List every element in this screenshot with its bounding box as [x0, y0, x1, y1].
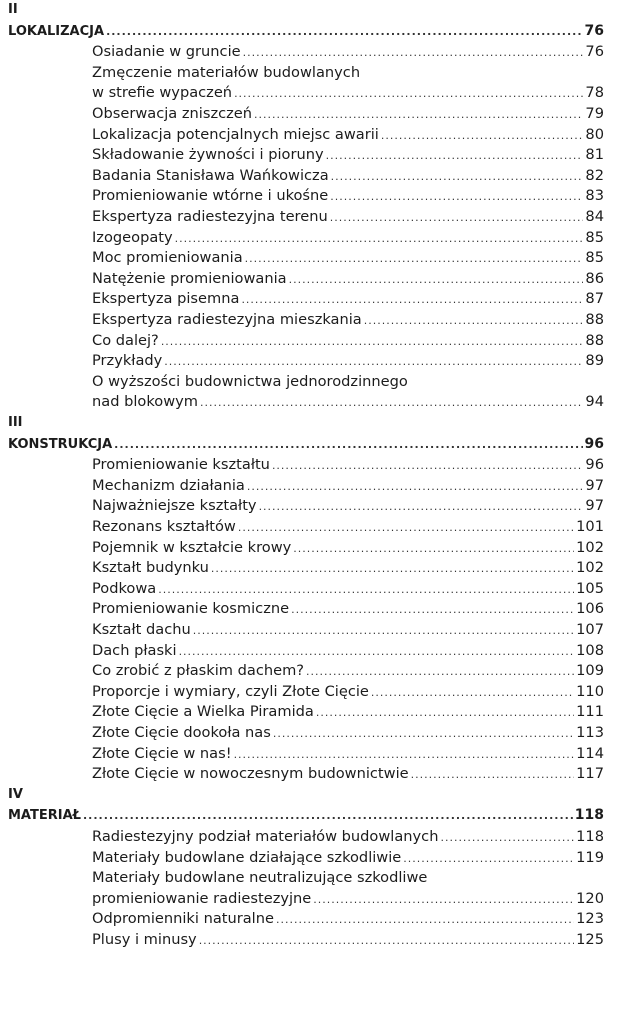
- entry-title: Materiały budowlane działające szkodliwie: [92, 848, 402, 866]
- toc-entry: [92, 84, 604, 104]
- entry-title: Materiały budowlane neutralizujące szkodliwe: [92, 869, 428, 887]
- entry-title: IV: [8, 786, 23, 802]
- entry-title: Co zrobić z płaskim dachem?: [92, 662, 305, 680]
- entry-title: Badania Stanisława Wańkowicza: [92, 166, 329, 184]
- toc-entry: [92, 621, 604, 641]
- entry-title: Zmęczenie materiałów budowlanych: [92, 63, 361, 81]
- page-number: 106: [576, 600, 604, 618]
- toc-entry: [92, 270, 604, 290]
- entry-title: O wyższości budownictwa jednorodzinnego: [92, 372, 408, 390]
- entry-title: Ekspertyza radiestezyjna terenu: [92, 208, 328, 225]
- dot-leader: [254, 108, 583, 121]
- page-number: 83: [585, 187, 604, 205]
- toc-entry-continued: [92, 373, 408, 393]
- dot-leader: [293, 542, 574, 555]
- entry-title: Złote Cięcie dookoła nas: [92, 724, 271, 741]
- dot-leader: [331, 170, 584, 183]
- page-number: 85: [585, 228, 604, 246]
- toc-entry: [92, 580, 604, 600]
- page-number: 82: [585, 166, 604, 184]
- entry-title: Natężenie promieniowania: [92, 269, 287, 287]
- dot-leader: [179, 645, 575, 658]
- dot-leader: [175, 232, 584, 245]
- toc-entry: [92, 539, 604, 559]
- dot-leader: [199, 934, 574, 947]
- page-number: 118: [574, 807, 604, 824]
- page-number: 111: [576, 703, 604, 721]
- page-number: 85: [585, 249, 604, 267]
- toc-entry: [92, 393, 604, 413]
- page-number: 87: [585, 290, 604, 308]
- entry-title: Złote Cięcie w nowoczesnym budownictwie: [92, 765, 409, 783]
- dot-leader: [164, 355, 583, 368]
- dot-leader: [440, 831, 574, 844]
- dot-leader: [245, 252, 584, 265]
- dot-leader: [276, 913, 574, 926]
- dot-leader: [83, 809, 573, 822]
- toc-entry-continued: [92, 64, 360, 84]
- toc-entry: [92, 208, 604, 228]
- page-number: 84: [585, 208, 604, 225]
- page-number: 123: [576, 910, 604, 928]
- page-number: 94: [585, 393, 604, 411]
- entry-title: Ekspertyza pisemna: [92, 290, 240, 308]
- dot-leader: [330, 190, 583, 203]
- entry-title: w strefie wypaczeń: [92, 84, 233, 102]
- dot-leader: [114, 438, 582, 451]
- chapter-heading: [8, 807, 604, 827]
- toc-entry: [92, 290, 604, 310]
- entry-title: promieniowanie radiestezyjne: [92, 889, 312, 907]
- dot-leader: [211, 562, 574, 575]
- entry-title: Składowanie żywności i pioruny: [92, 146, 324, 164]
- page-number: 89: [585, 352, 604, 370]
- toc-entry: [92, 890, 604, 910]
- page-number: 110: [576, 682, 604, 700]
- page-number: 108: [576, 641, 604, 659]
- entry-title: Przykłady: [92, 352, 163, 370]
- dot-leader: [411, 768, 575, 781]
- page-number: 107: [576, 621, 604, 638]
- entry-title: Moc promieniowania: [92, 249, 243, 267]
- toc-entry: [92, 745, 604, 765]
- entry-title: Promieniowanie wtórne i ukośne: [92, 187, 329, 205]
- dot-leader: [330, 211, 584, 224]
- entry-title: Rezonans kształtów: [92, 518, 236, 535]
- entry-title: Plusy i minusy: [92, 931, 197, 948]
- page-number: 86: [585, 269, 604, 287]
- page-number: 119: [576, 848, 604, 866]
- entry-title: Podkowa: [92, 579, 157, 597]
- entry-title: Kształt dachu: [92, 621, 191, 638]
- dot-leader: [289, 273, 584, 286]
- dot-leader: [106, 25, 582, 38]
- chapter-title: KONSTRUKCJA: [8, 436, 113, 452]
- toc-entry: [92, 724, 604, 744]
- toc-entry: [92, 703, 604, 723]
- dot-leader: [243, 46, 584, 59]
- dot-leader: [381, 129, 584, 142]
- entry-title: Promieniowanie kosmiczne: [92, 600, 290, 618]
- toc-entry: [92, 43, 604, 63]
- entry-title: Osiadanie w gruncie: [92, 43, 241, 61]
- toc-entry-continued: [92, 869, 427, 889]
- page-number: 109: [576, 662, 604, 680]
- page-number: 117: [576, 765, 604, 783]
- toc-entry: [92, 910, 604, 930]
- entry-title: Złote Cięcie a Wielka Piramida: [92, 703, 314, 721]
- toc-entry: [92, 662, 604, 682]
- page-number: 125: [576, 931, 604, 948]
- dot-leader: [306, 665, 574, 678]
- entry-title: Ekspertyza radiestezyjna mieszkania: [92, 311, 362, 328]
- dot-leader: [316, 706, 574, 719]
- dot-leader: [247, 480, 584, 493]
- entry-title: Obserwacja zniszczeń: [92, 105, 253, 122]
- entry-title: II: [8, 2, 18, 17]
- toc-entry: [92, 931, 604, 951]
- dot-leader: [272, 459, 583, 472]
- toc-entry: [92, 849, 604, 869]
- page-number: 120: [576, 889, 604, 907]
- toc-entry: [92, 456, 604, 476]
- chapter-title: LOKALIZACJA: [8, 23, 105, 39]
- page-number: 114: [576, 744, 604, 762]
- toc-entry: [92, 518, 604, 538]
- page-number: 96: [585, 456, 604, 474]
- dot-leader: [234, 748, 575, 761]
- toc-entry: [92, 477, 604, 497]
- page-number: 97: [585, 497, 604, 515]
- page-number: 88: [585, 331, 604, 349]
- toc-entry: [92, 332, 604, 352]
- part-numeral: [8, 2, 18, 22]
- page-number: 101: [576, 518, 604, 535]
- dot-leader: [326, 149, 584, 162]
- part-numeral: [8, 415, 23, 435]
- page-number: 102: [576, 538, 604, 556]
- toc-entry: [92, 600, 604, 620]
- page-number: 118: [576, 828, 604, 845]
- entry-title: III: [8, 415, 23, 430]
- entry-title: Pojemnik w kształcie krowy: [92, 538, 292, 556]
- toc-entry: [92, 642, 604, 662]
- dot-leader: [273, 727, 574, 740]
- page-number: 97: [585, 476, 604, 494]
- toc-entry: [92, 497, 604, 517]
- page-number: 96: [584, 435, 604, 452]
- dot-leader: [371, 686, 574, 699]
- toc-entry: [92, 105, 604, 125]
- entry-title: Kształt budynku: [92, 559, 209, 577]
- page-number: 76: [584, 22, 604, 39]
- dot-leader: [234, 87, 583, 100]
- part-numeral: [8, 787, 23, 807]
- entry-title: Co dalej?: [92, 331, 159, 349]
- toc-entry: [92, 559, 604, 579]
- page-number: 78: [585, 84, 604, 102]
- toc-entry: [92, 146, 604, 166]
- page-number: 81: [585, 146, 604, 164]
- page-number: 88: [585, 311, 604, 328]
- entry-title: Proporcje i wymiary, czyli Złote Cięcie: [92, 682, 369, 700]
- page-number: 79: [585, 105, 604, 122]
- toc-entry: [92, 167, 604, 187]
- page-number: 105: [576, 579, 604, 597]
- dot-leader: [313, 893, 574, 906]
- dot-leader: [403, 852, 574, 865]
- page-number: 76: [585, 43, 604, 61]
- chapter-heading: [8, 436, 604, 456]
- dot-leader: [200, 396, 583, 409]
- toc-entry: [92, 765, 604, 785]
- dot-leader: [238, 521, 574, 534]
- page-number: 80: [585, 125, 604, 143]
- dot-leader: [161, 335, 584, 348]
- toc-entry: [92, 352, 604, 372]
- dot-leader: [259, 500, 584, 513]
- toc-entry: [92, 683, 604, 703]
- toc-entry: [92, 249, 604, 269]
- entry-title: Izogeopaty: [92, 228, 173, 246]
- dot-leader: [158, 583, 574, 596]
- toc-entry: [92, 229, 604, 249]
- entry-title: nad blokowym: [92, 393, 198, 411]
- entry-title: Złote Cięcie w nas!: [92, 744, 232, 762]
- toc-entry: [92, 126, 604, 146]
- entry-title: Promieniowanie kształtu: [92, 456, 270, 474]
- entry-title: Mechanizm działania: [92, 476, 245, 494]
- page-number: 102: [576, 559, 604, 577]
- toc-entry: [92, 187, 604, 207]
- entry-title: Radiestezyjny podział materiałów budowlanych: [92, 828, 439, 845]
- dot-leader: [193, 624, 574, 637]
- entry-title: Odpromienniki naturalne: [92, 910, 274, 928]
- dot-leader: [241, 293, 583, 306]
- toc-entry: [92, 311, 604, 331]
- dot-leader: [291, 603, 574, 616]
- toc-entry: [92, 828, 604, 848]
- page-number: 113: [576, 724, 604, 741]
- entry-title: Lokalizacja potencjalnych miejsc awarii: [92, 125, 379, 143]
- entry-title: Najważniejsze kształty: [92, 497, 257, 515]
- chapter-heading: [8, 23, 604, 43]
- dot-leader: [364, 314, 584, 327]
- chapter-title: MATERIAŁ: [8, 808, 81, 824]
- entry-title: Dach płaski: [92, 641, 177, 659]
